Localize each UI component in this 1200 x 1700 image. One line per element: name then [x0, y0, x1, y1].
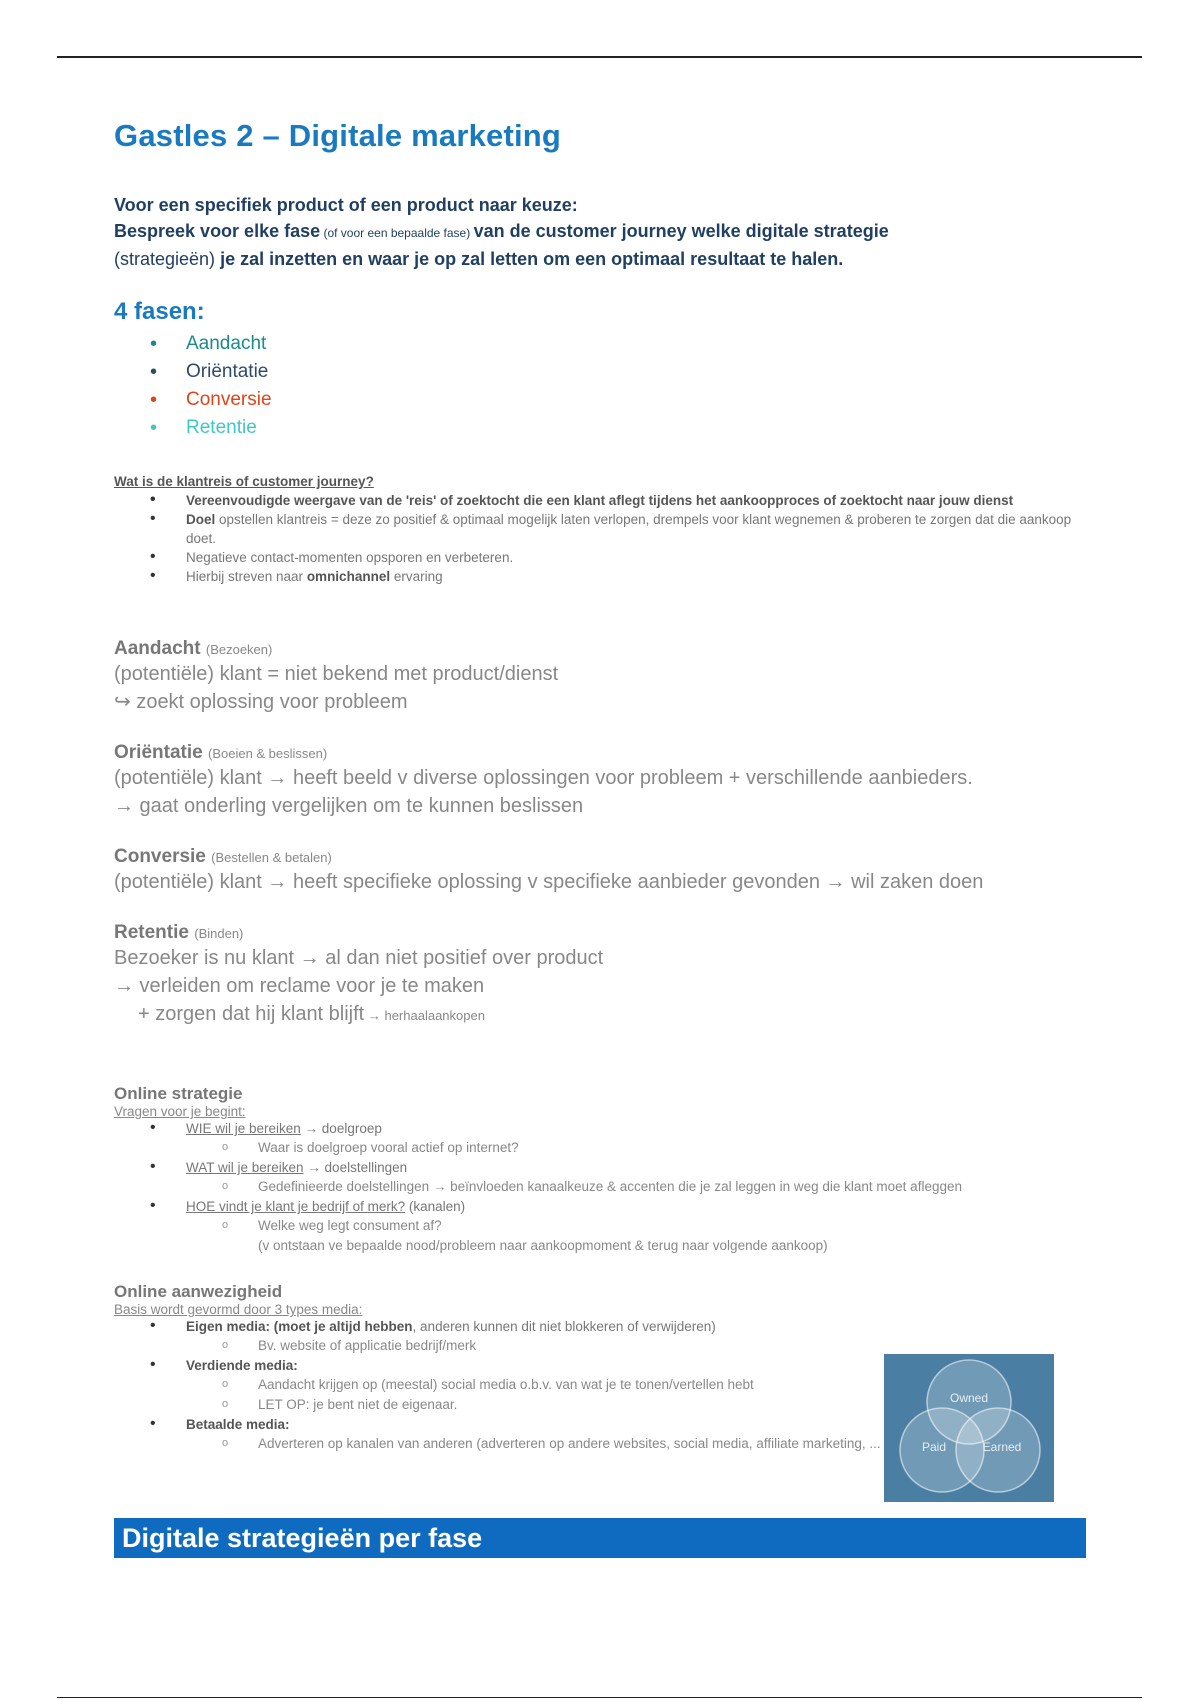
- section-subtitle: Vragen voor je begint:: [114, 1104, 246, 1119]
- sub-list: [186, 1375, 894, 1415]
- phase-title: [114, 922, 1094, 944]
- list-item: [150, 1317, 894, 1356]
- phase-line: (potentiële) klant → heeft specifieke oplossing v specifieke aanbieder gevonden → wil zaken doen: [114, 871, 984, 893]
- list-item: • Vereenvoudigde weergave van de 'reis' of zoektocht die een klant aflegt tijdens het aankoopproces of zoektocht naar jouw dienst: [150, 491, 1094, 510]
- bold-term: Doel: [186, 512, 216, 527]
- assignment-line-3: [114, 246, 1094, 272]
- sub-item-text: (v ontstaan ve bepaalde nood/probleem naar aankoopmoment & terug naar volgende aankoop): [258, 1238, 828, 1253]
- phase-line: (potentiële) klant = niet bekend met product/dienst: [114, 663, 559, 685]
- phase-conversie: [114, 846, 1094, 896]
- sub-list: [186, 1336, 894, 1356]
- question-term: HOE vindt je klant je bedrijf of merk?: [186, 1199, 406, 1214]
- phase-name: Retentie: [114, 922, 189, 943]
- phase-title: [114, 742, 1094, 764]
- bottom-rule: [57, 1697, 1142, 1698]
- list-item: [150, 1158, 1094, 1197]
- phase-line: ↪ zoekt oplossing voor probleem: [114, 691, 408, 713]
- phase-orientatie: [114, 742, 1094, 820]
- sub-item: o Bv. website of applicatie bedrijf/merk: [222, 1336, 894, 1356]
- phase-line: → gaat onderling vergelijken om te kunnen beslissen: [114, 795, 584, 817]
- item-text: ervaring: [390, 569, 443, 584]
- phase-name: Oriëntatie: [114, 742, 203, 763]
- top-rule: [57, 56, 1142, 58]
- item-text: Hierbij streven naar: [186, 569, 307, 584]
- media-venn-diagram: [884, 1354, 1054, 1502]
- phase-sub: (Boeien & beslissen): [207, 746, 328, 761]
- assignment: [114, 192, 1094, 272]
- list-item: [150, 1415, 894, 1454]
- bold-term: Betaalde media:: [186, 1417, 290, 1432]
- phase-aandacht: [114, 638, 1094, 716]
- list-item: • Negatieve contact-momenten opsporen en verbeteren.: [150, 548, 1094, 567]
- assignment-text: van de customer journey welke digitale strategie: [473, 221, 889, 241]
- phase-line: Bezoeker is nu klant → al dan niet positief over product: [114, 947, 604, 969]
- journey-list: [114, 491, 1094, 586]
- journey-question: Wat is de klantreis of customer journey?: [114, 474, 374, 489]
- phase-item-orientatie: • Oriëntatie: [150, 358, 1094, 386]
- phase-item-aandacht: • Aandacht: [150, 330, 1094, 358]
- sub-item: [222, 1216, 1094, 1256]
- list-item: [150, 567, 1094, 586]
- item-text: , anderen kunnen dit niet blokkeren of verwijderen): [412, 1319, 716, 1334]
- list-item: [150, 1119, 1094, 1158]
- bold-term: Eigen media:: [186, 1319, 271, 1334]
- section-banner: Digitale strategieën per fase: [114, 1518, 1086, 1558]
- earned-label: Earned: [982, 1440, 1022, 1454]
- paid-label: Paid: [921, 1440, 947, 1454]
- list-item: [150, 510, 1094, 548]
- phase-line: → verleiden om reclame voor je te maken: [114, 975, 485, 997]
- phase-name: Aandacht: [114, 638, 201, 659]
- assignment-line-2: [114, 218, 1094, 246]
- question-term: WIE wil je bereiken: [186, 1121, 301, 1136]
- strategy-list: [114, 1119, 1094, 1256]
- phase-item-conversie: • Conversie: [150, 386, 1094, 414]
- media-list: [114, 1317, 894, 1454]
- sub-item: o LET OP: je bent niet de eigenaar.: [222, 1395, 894, 1415]
- section-title: Online aanwezigheid: [114, 1282, 283, 1301]
- phase-sub: (Bestellen & betalen): [211, 850, 332, 865]
- bold-term: (moet je altijd hebben: [270, 1319, 413, 1334]
- assignment-text: je zal inzetten en waar je op zal letten om een optimaal resultaat te halen.: [215, 249, 844, 269]
- sub-list: [186, 1434, 894, 1454]
- item-text: (kanalen): [405, 1199, 466, 1214]
- phase-line: (potentiële) klant → heeft beeld v diverse oplossingen voor probleem + verschillende aanbieders.: [114, 767, 973, 789]
- item-text: opstellen klantreis = deze zo positief & optimaal mogelijk laten verlopen, drempels voor klant wegnemen & proberen te zorgen dat die aankoop doet.: [186, 512, 1072, 546]
- online-aanwezigheid-section: [114, 1282, 894, 1454]
- phase-name: Conversie: [114, 846, 206, 867]
- assignment-line-1: Voor een specifiek product of een product naar keuze:: [114, 195, 578, 215]
- sub-item: o Aandacht krijgen op (meestal) social media o.b.v. van wat je te tonen/vertellen hebt: [222, 1375, 894, 1395]
- phases-heading: 4 fasen:: [114, 298, 205, 325]
- phase-text: + zorgen dat hij klant blijft: [138, 1003, 365, 1025]
- phase-sub: (Binden): [194, 926, 244, 941]
- owned-label: Owned: [949, 1391, 989, 1405]
- sub-item: o Gedefinieerde doelstellingen → beïnvloeden kanaalkeuze & accenten die je zal leggen in weg die klant moet afleggen: [222, 1177, 1094, 1197]
- sub-item: o Adverteren op kanalen van anderen (adverteren op andere websites, social media, affiliate marketing, ...: [222, 1434, 894, 1454]
- online-strategie-section: [114, 1084, 1094, 1256]
- list-item: [150, 1356, 894, 1415]
- phases-list: [114, 330, 1094, 442]
- assignment-text: Bespreek voor elke fase: [114, 221, 321, 241]
- phase-sub: (Bezoeken): [205, 642, 273, 657]
- phase-text-small: → herhaalaankopen: [364, 1008, 485, 1023]
- question-term: WAT wil je bereiken: [186, 1160, 304, 1175]
- item-text: → doelgroep: [300, 1121, 382, 1136]
- venn-svg: [884, 1354, 1054, 1502]
- sub-item: o Waar is doelgroep vooral actief op internet?: [222, 1138, 1094, 1158]
- assignment-aside: (of voor een bepaalde fase): [320, 226, 474, 240]
- document-body: [114, 112, 1094, 1454]
- bold-term: Verdiende media:: [186, 1358, 298, 1373]
- phase-line: [114, 1000, 1094, 1030]
- section-title: Online strategie: [114, 1084, 243, 1103]
- list-item: [150, 1197, 1094, 1256]
- phase-item-retentie: • Retentie: [150, 414, 1094, 442]
- sub-item-text: Welke weg legt consument af?: [258, 1218, 442, 1233]
- phase-retentie: [114, 922, 1094, 1030]
- document-title: Gastles 2 – Digitale marketing: [114, 118, 562, 153]
- item-text: → doelstellingen: [303, 1160, 408, 1175]
- bold-term: omnichannel: [306, 569, 391, 584]
- sub-list: [186, 1138, 1094, 1158]
- sub-list: [186, 1216, 1094, 1256]
- assignment-text: (strategieën): [114, 249, 216, 269]
- section-subtitle: Basis wordt gevormd door 3 types media:: [114, 1302, 363, 1317]
- sub-list: [186, 1177, 1094, 1197]
- phase-title: [114, 638, 1094, 660]
- phase-title: [114, 846, 1094, 868]
